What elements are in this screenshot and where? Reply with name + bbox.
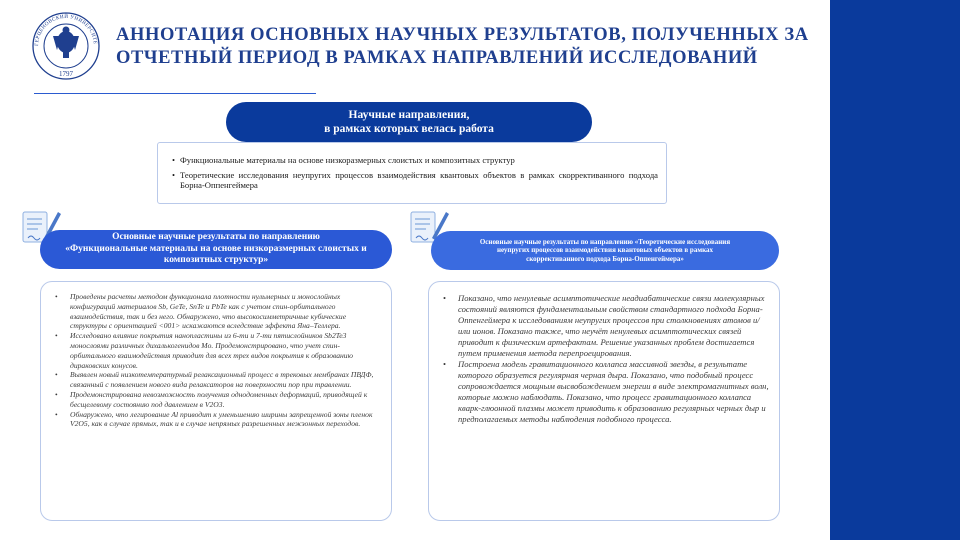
right-pill-line3: скоррективанного подхода Борна-Оппенгеймера» bbox=[526, 254, 684, 263]
directions-pill-line2: в рамках которых велась работа bbox=[324, 123, 494, 135]
result-item: • Продемонстрирована невозможность получения однодоменных деформаций, приводящей к бесщелевому состоянию под давлением в V2O3. bbox=[55, 390, 381, 410]
directions-list-box bbox=[157, 142, 667, 204]
page-title: АННОТАЦИЯ ОСНОВНЫХ НАУЧНЫХ РЕЗУЛЬТАТОВ, ПОЛУЧЕННЫХ ЗА ОТЧЕТНЫЙ ПЕРИОД В РАМКАХ НАПРАВЛЕНИЙ ИССЛЕДОВАНИЙ bbox=[116, 25, 809, 68]
result-item: • Обнаружено, что легирование Al приводит к уменьшению ширины запрещенной зоны пленок V2O5, как в случае прямых, так и в случае непрямых разрешенных межзонных переходов. bbox=[55, 410, 381, 430]
right-results-panel bbox=[428, 281, 780, 521]
directions-pill-line1: Научные направления, bbox=[348, 109, 470, 121]
direction-item: • Теоретические исследования неупругих процессов взаимодействия квантовых объектов в рамках скоррективанного подхода Борна-Оппенгеймера bbox=[172, 170, 658, 191]
result-item: • Построена модель гравитационного коллапса массивной звезды, в результате которого образуется регулярная черная дыра. Показано, что подобный процесс сопровождается мощным высвобождением энергии в виде электромагнитных волн, которые можно наблюдать. Показано, что процесс гравитационного коллапса кварк-глюонной плазмы может приводить к образованию регулярных черных дыр и предполагаемых методы наблюдения подобного процесса. bbox=[443, 359, 769, 425]
left-pill-line1: Основные научные результаты по направлению bbox=[112, 232, 320, 243]
left-results-panel bbox=[40, 281, 392, 521]
logo-year: 1797 bbox=[59, 70, 73, 78]
right-sidebar-band bbox=[830, 0, 960, 540]
result-item: • Проведены расчеты методом функционала плотности нульмерных и монослойных конфигураций материалов Sb, GeTe, SnTe и PbTe как с учетом спин-орбитального взаимодействия, так и без него. Обнаружено, что высокосимметричные кубические структуры с ориентацией <001> искажаются вследствие эффекта Яна–Теллера. bbox=[55, 292, 381, 331]
right-results-header-pill bbox=[431, 231, 779, 270]
title-divider bbox=[34, 93, 316, 94]
right-pill-line1: Основные научные результаты по направлению «Теоретические исследования bbox=[479, 237, 731, 246]
direction-item: • Функциональные материалы на основе низкоразмерных слоистых и композитных структур bbox=[172, 155, 658, 166]
left-results-header-pill bbox=[40, 230, 392, 269]
result-item: • Выявлен новый низкотемпературный релаксационный процесс в трековых мембранах ПВДФ, связанный с появлением нового вида релаксаторов на поверхности пор при травлении. bbox=[55, 370, 381, 390]
result-item: • Показано, что ненулевые асимптотические неадиабатические связи молекулярных состояний являются фундаментальным свойством стандартного подхода Борна-Оппенгеймера к исследованиям неупругих процессов при столкновениях атомов и/или ионов. Показано также, что неучёт ненулевых асимптотических связей приводит к физическим артефактам. Решение указанных проблем достигается путем применения метода перепроецирования. bbox=[443, 293, 769, 359]
university-logo bbox=[31, 6, 101, 81]
logo-ring-text: ГЕРЦЕНОВСКИЙ УНИВЕРСИТЕ bbox=[33, 13, 98, 47]
result-item: • Исследовано влияние покрытия нанопластины из 6-ти и 7-ти пятислойников Sb2Te3 монослоями различных дихалькогенидов Mo. Продемонстрировано, что учет спин-орбитального взаимодействия приводит для всех трех видов покрытия к образованию дираковских конусов. bbox=[55, 331, 381, 370]
left-pill-line2: «Функциональные материалы на основе низкоразмерных слоистых и композитных структур» bbox=[65, 243, 367, 266]
directions-header-pill bbox=[226, 102, 592, 142]
right-pill-line2: неупругих процессов взаимодействия квантовых объектов в рамках bbox=[496, 246, 714, 255]
